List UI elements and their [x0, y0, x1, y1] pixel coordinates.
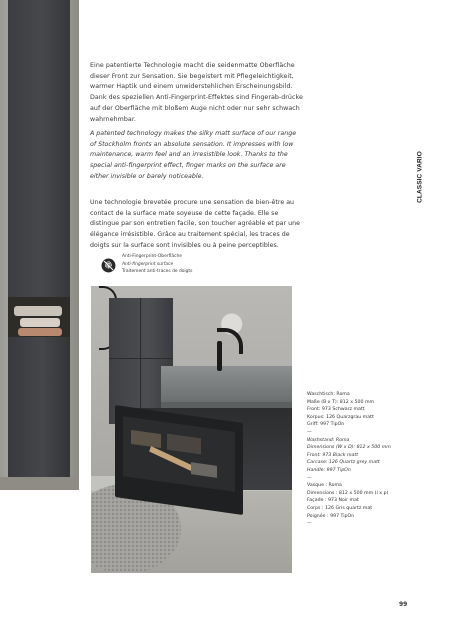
- spec-handle-en: Handle: 997 TipOn: [307, 467, 351, 473]
- spec-dims-en: Dimensions (W x D): 812 x 500 mm: [307, 445, 391, 451]
- photo-floor: [0, 477, 79, 490]
- spec-front-de: Front: 973 Schwarz matt: [307, 407, 365, 413]
- feature-label-french: Traitement anti-traces de doigts: [122, 269, 193, 275]
- spec-body-de: Korpus: 126 Quarzgrau matt: [307, 414, 374, 420]
- cabinet-lower-door: [8, 337, 70, 477]
- spec-dims-de: Maße (B x T): 812 x 500 mm: [307, 399, 375, 405]
- washbasin: [161, 366, 292, 402]
- spec-separator: —: [307, 521, 312, 527]
- paragraph-german: Eine patentierte Technologie macht die seidenmatte Oberfläche dieser Front zur Sensation. Sie begeistert mit Pflegeleichtigkeit, warmer Haptik und einem unwiderstehlichen Erscheinungsbild. Dank des speziellen Anti-Fingerprint-Effektes sind Fingerab-drücke auf der Oberfläche mit bloßem Auge nicht oder nur sehr schwach wahrnehmbar.: [90, 62, 303, 123]
- page-number: 99: [399, 601, 408, 608]
- paragraph-french: Une technologie brevetée procure une sensation de bien-être au contact de la surface mate soyeuse de cette façade. Elle se distingue par son entretien facile, son toucher agréable et par une élégance irrésistible. Grâce au traitement spécial, les traces de doigts sur la surface sont invisibles ou à peine perceptibles.: [90, 199, 300, 249]
- cabinet-upper-door: [8, 0, 70, 297]
- no-fingerprint-icon: [101, 258, 116, 273]
- cabinet-seam: [140, 298, 141, 424]
- folded-towel: [20, 318, 60, 327]
- spec-body-en: Carcase: 126 Quartz grey matt: [307, 460, 380, 466]
- series-label: CLASSIC VARIO: [416, 151, 424, 203]
- spec-handle-fr: Poignée : 997 TipOn: [307, 513, 355, 519]
- spec-body-fr: Corps : 126 Gris quartz mat: [307, 505, 373, 511]
- spec-title-en: Washstand: Roma: [307, 437, 350, 443]
- feature-label-german: Anti-Fingerprint-Oberfläche: [122, 254, 182, 259]
- vanity-photo: [91, 286, 292, 573]
- spec-separator: —: [307, 429, 312, 435]
- cabinet-seam: [109, 358, 173, 359]
- spec-front-fr: Façade : 973 Noir mat: [307, 498, 359, 504]
- feature-caption: [122, 253, 272, 276]
- paragraph-english: A patented technology makes the silky matt surface of our range of Stockholm fronts an absolute sensation. It impresses with low maintenance, warm feel and an irresistible look. Thanks to the special anti-fingerprint effect, finger marks on the surface are either invisible or barely noticeable.: [90, 130, 297, 180]
- feature-label-english: Anti-fingerprint surface: [122, 261, 174, 267]
- product-specs: [307, 391, 407, 528]
- spec-handle-de: Griff: 997 TipOn: [307, 422, 345, 428]
- tall-cabinet-photo: [0, 0, 79, 490]
- spec-title-de: Waschtisch: Roma: [307, 392, 350, 397]
- spec-dims-fr: Dimensions : 812 x 500 mm (l x p): [307, 490, 389, 496]
- spec-separator: —: [307, 475, 312, 481]
- spec-front-en: Front: 973 Black matt: [307, 452, 359, 458]
- spec-title-fr: Vasque : Roma: [307, 483, 342, 489]
- folded-towel: [14, 306, 62, 316]
- folded-towel: [18, 328, 62, 336]
